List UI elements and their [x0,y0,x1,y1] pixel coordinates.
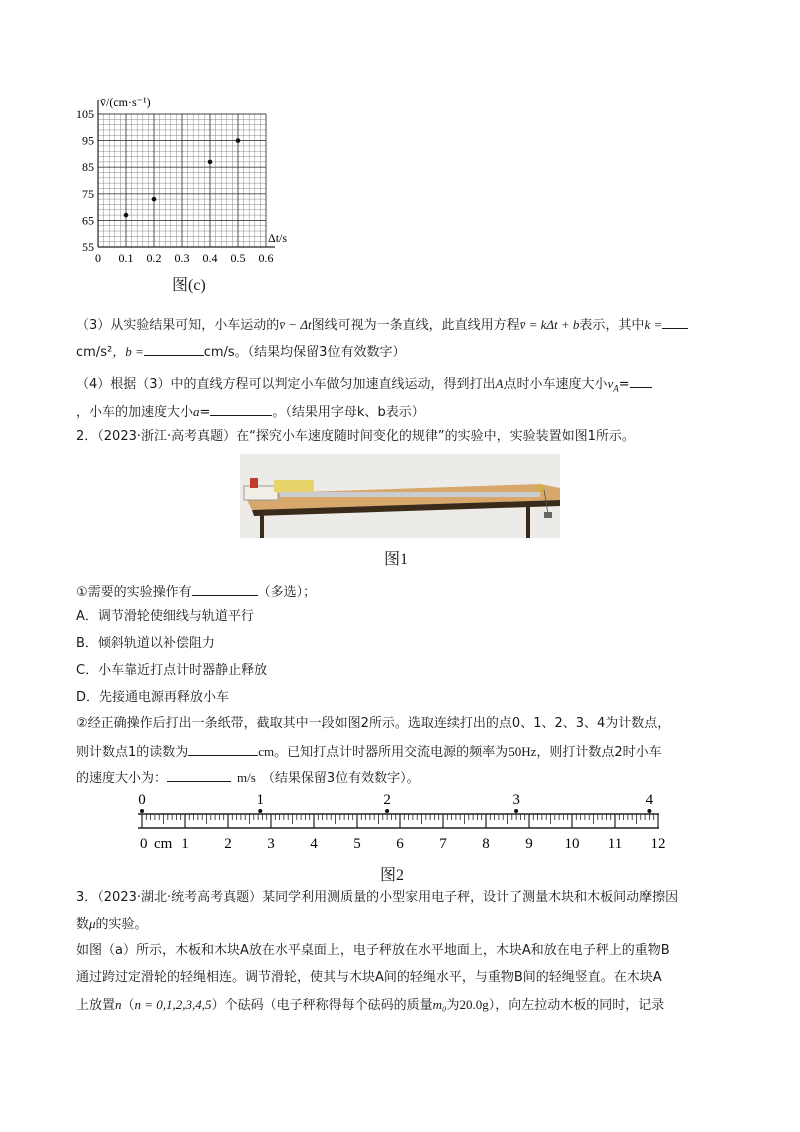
ruler-scale-label: 0 [140,836,148,852]
tape-point-label: 0 [138,792,146,808]
x-tick-label: 0.4 [202,251,218,265]
option-b: B．倾斜轨道以补偿阻力 [76,636,215,651]
answer-blank-va[interactable] [630,373,652,388]
q4-line-1: （4）根据（3）中的直线方程可以判定小车做匀加速直线运动，得到打出A点时小车速度大小$v_A=$ [76,373,652,398]
data-point [208,160,213,165]
tape-dot [258,809,262,813]
y-axis-label: v̄/(cm·s⁻¹) [100,95,151,109]
data-point [152,197,157,202]
ruler-ticks [142,814,658,828]
ruler-scale-label: 10 [564,836,580,852]
option-d: D．先接通电源再释放小车 [76,690,230,705]
problem2-q2-line-1: ②经正确操作后打出一条纸带，截取其中一段如图2所示。选取连续打出的点0、1、2、3、4为计数点， [76,716,671,731]
y-tick-label: 65 [82,213,94,228]
x-tick-label: 0 [95,251,101,265]
x-tick-labels [95,251,274,265]
ruler-scale-label: 1 [181,836,189,852]
tape-dot [514,809,518,813]
answer-blank-k[interactable] [662,314,688,329]
option-c: C．小车靠近打点计时器静止释放 [76,663,268,678]
ruler-scale-label: 6 [396,836,404,852]
chart-grid-major [98,114,266,247]
ruler-scale-labels [140,836,666,852]
tape-dot [140,809,144,813]
tape-dot [647,809,651,813]
q3-line-1: （3）从实验结果可知，小车运动的v̄ − Δt图线可视为一条直线，此直线用方程v̄ = kΔt + b表示，其中k = [76,314,688,335]
problem3-line-1: 3．（2023·湖北·统考高考真题）某同学利用测质量的小型家用电子秤，设计了测量木块和木板间动摩擦因 [76,890,679,905]
y-tick-label: 105 [76,107,94,121]
chart-caption: 图(c) [172,277,206,294]
problem2-header: 2．（2023·浙江·高考真题）在“探究小车速度随时间变化的规律”的实验中，实验装置如图1所示。 [76,429,635,444]
ruler-scale-label: 8 [482,836,490,852]
tape-point-label: 1 [256,792,264,808]
x-tick-label: 0.1 [118,251,134,265]
ruler-scale-label: 5 [353,836,361,852]
ruler-scale-label: 7 [439,836,447,852]
ruler-scale-label: 9 [525,836,533,852]
line-equation: v̄ = kΔt + b [519,317,580,332]
tape-point-label: 2 [383,792,391,808]
x-axis-label: Δt/s [268,231,288,245]
fig1-caption: 图1 [384,551,409,568]
problem3-line-3: 如图（a）所示，木板和木块A放在水平桌面上，电子秤放在水平地面上，木块A和放在电子秤上的重物B [76,943,670,958]
x-tick-label: 0.2 [146,251,162,265]
y-tick-label: 95 [82,133,94,148]
v-dt-symbol: v̄ − Δt [279,317,312,332]
ruler-scale-label: 11 [607,836,623,852]
ruler-unit-label: cm [154,836,173,852]
ruler-scale-label: 12 [650,836,666,852]
answer-blank-operations[interactable] [192,581,258,596]
ruler-scale-label: 4 [310,836,318,852]
apparatus-illustration [240,454,560,538]
problem2-q2-line-2: 则计数点1的读数为 cm。已知打点计时器所用交流电源的频率为50Hz，则打计数点2时小车 [76,741,662,762]
tape-point-label: 4 [645,792,654,808]
answer-blank-b[interactable] [144,341,204,356]
problem3-line-2: 数μ的实验。 [76,916,148,932]
apparatus-photo [240,454,560,538]
data-point [124,213,129,218]
y-tick-label: 55 [82,240,94,254]
problem2-q1: ①需要的实验操作有 （多选）； [76,581,316,602]
y-tick-label: 85 [82,160,94,175]
data-point [236,138,241,143]
problem3-line-4: 通过跨过定滑轮的轻绳相连。调节滑轮，使其与木块A间的轻绳水平，与重物B间的轻绳竖直。在木块A [76,970,662,985]
fig2-caption: 图2 [380,867,405,884]
y-tick-labels [76,107,94,254]
answer-blank-a[interactable] [210,401,272,416]
x-tick-label: 0.5 [230,251,246,265]
y-tick-label: 75 [82,186,94,201]
q3-line-2: cm/s²，b = cm/s。（结果均保留3位有效数字） [76,341,405,362]
tape-dot [385,809,389,813]
ruler-scale-label: 2 [224,836,232,852]
x-tick-label: 0.6 [258,251,274,265]
answer-blank-reading[interactable] [188,741,258,756]
option-a: A．调节滑轮使细线与轨道平行 [76,609,254,624]
problem3-line-5: 上放置n（n = 0,1,2,3,4,5）个砝码（电子秤称得每个砝码的质量m₀为20.0g），向左拉动木板的同时，记录 [76,997,665,1013]
tape-point-label: 3 [512,792,520,808]
tape-count-points [138,792,653,813]
q4-line-2: ，小车的加速度大小a= 。（结果用字母k、b表示） [76,401,425,422]
ruler-scale-label: 3 [267,836,275,852]
problem2-q2-line-3: 的速度大小为： m/s （结果保留3位有效数字）。 [76,767,420,788]
x-tick-label: 0.3 [174,251,190,265]
ruler-figure [128,790,668,856]
velocity-time-chart [70,92,320,297]
answer-blank-speed[interactable] [167,767,231,782]
